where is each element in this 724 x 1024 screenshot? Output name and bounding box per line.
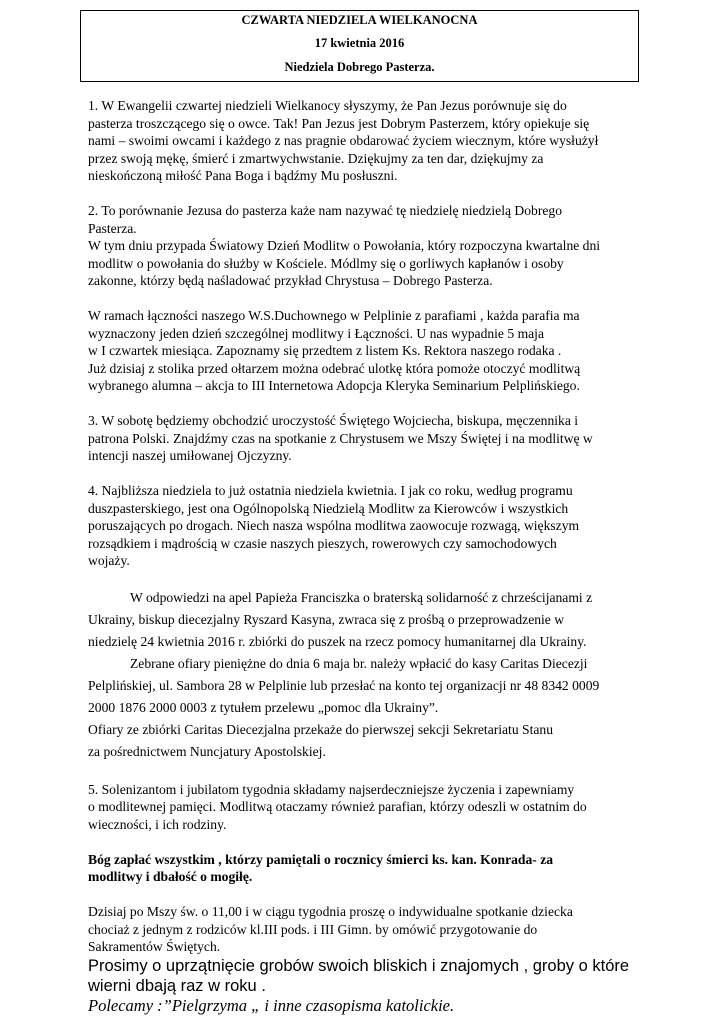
header-subtitle: Niedziela Dobrego Pasterza. bbox=[284, 60, 435, 74]
paragraph-seminary: W ramach łączności naszego W.S.Duchownego w Pelplinie z parafiami , każda parafia ma wyznaczony jeden dzień szczególnej modlitwy i Łączności. U nas wypadnie 5 maja w I czwartek miesiąca. Zapoznamy się przedtem z listem Ks. Rektora naszego rodaka . Już dzisiaj z stolika przed ołtarzem można odebrać ulotkę która pomoże otoczyć modlitwą wybranego alumna – akcja to III Internetowa Adopcja Kleryka Seminarium Pelplińskiego. bbox=[88, 308, 581, 393]
paragraph-1: 1. W Ewangelii czwartej niedzieli Wielkanocy słyszymy, że Pan Jezus porównuje się do pasterza troszczącego się o owce. Tak! Pan Jezus jest Dobrym Pasterzem, który opiekuje się nami – swoimi owcami i każdego z nas pragnie obdarować życiem wiecznym, które wysłużył przez swoją mękę, śmierć i zmartwychwstanie. Dziękujmy za ten dar, dziękujmy za nieskończoną miłość Pana Boga i bądźmy Mu posłuszni. bbox=[88, 98, 599, 183]
header-date: 17 kwietnia 2016 bbox=[314, 36, 405, 50]
paragraph-2: 2. To porównanie Jezusa do pasterza każe nam nazywać tę niedzielę niedzielą Dobrego Pasterza. W tym dniu przypada Światowy Dzień Modlitw o Powołania, który rozpoczyna kwartalne dni modlitw o powołania do służby w Kościele. Módlmy się o gorliwych kapłanów i osoby zakonne, którzy będą naśladować przykład Chrystusa – Dobrego Pasterza. bbox=[88, 203, 601, 288]
announcements bbox=[88, 97, 648, 1016]
header-title: CZWARTA NIEDZIELA WIELKANOCNA bbox=[241, 13, 478, 27]
paragraph-ukraine-appeal: W odpowiedzi na apel Papieża Franciszka o braterską solidarność z chrześcijanami z Ukrainy, biskup diecezjalny Ryszard Kasyna, zwraca się z prośbą o przeprowadzenie w niedzielę 24 kwietnia 2016 r. zbiórki do puszek na rzecz pomocy humanitarnej dla Ukrainy. bbox=[88, 590, 593, 649]
paragraph-graves: Prosimy o uprzątnięcie grobów swoich bliskich i znajomych , groby o które wierni dbają raz w roku . bbox=[88, 956, 630, 995]
paragraph-thanks: Bóg zapłać wszystkim , którzy pamiętali o rocznicy śmierci ks. kan. Konrada- za modlitwy i dbałość o mogiłę. bbox=[88, 851, 554, 884]
paragraph-4: 4. Najbliższa niedziela to już ostatnia niedziela kwietnia. I jak co roku, według programu duszpasterskiego, jest ona Ogólnopolską Niedzielą Modlitw za Kierowców i wszystkich poruszających po drogach. Niech nasza wspólna modlitwa zaowocuje rozwagą, większym rozsądkiem i mądrością w czasie naszych pieszych, rowerowych czy samochodowych wojaży. bbox=[88, 483, 580, 568]
paragraph-3: 3. W sobotę będziemy obchodzić uroczystość Świętego Wojciecha, biskupa, męczennika i patrona Polski. Znajdźmy czas na spotkanie z Chrystusem we Mszy Świętej i na modlitwę w intencji naszej umiłowanej Ojczyzny. bbox=[88, 413, 593, 463]
paragraph-5: 5. Solenizantom i jubilatom tygodnia składamy najserdeczniejsze życzenia i zapewniamy o modlitewnej pamięci. Modlitwą otaczamy również parafian, którzy odeszli w ostatnim do wieczności, i ich rodziny. bbox=[88, 781, 587, 832]
paragraph-meeting: Dzisiaj po Mszy św. o 11,00 i w ciągu tygodnia proszę o indywidualne spotkanie dziecka chociaż z jednym z rodziców kl.III pods. i III Gimn. by omówić przygotowanie do Sakramentów Świętych. bbox=[88, 904, 573, 954]
header-box bbox=[80, 10, 639, 82]
paragraph-press: Polecamy :”Pielgrzyma „ i inne czasopisma katolickie. bbox=[88, 995, 455, 1015]
paragraph-ukraine-donations: Zebrane ofiary pieniężne do dnia 6 maja br. należy wpłacić do kasy Caritas Diecezji Pelplińskiej, ul. Sambora 28 w Pelplinie lub przesłać na konto tej organizacji nr 48 8342 0009 2000 1876 2000 0003 z tytułem przelewu „pomoc dla Ukrainy”. Ofiary ze zbiórki Caritas Diecezjalna przekaże do pierwszej sekcji Sekretariatu Stanu za pośrednictwem Nuncjatury Apostolskiej. bbox=[88, 656, 600, 759]
